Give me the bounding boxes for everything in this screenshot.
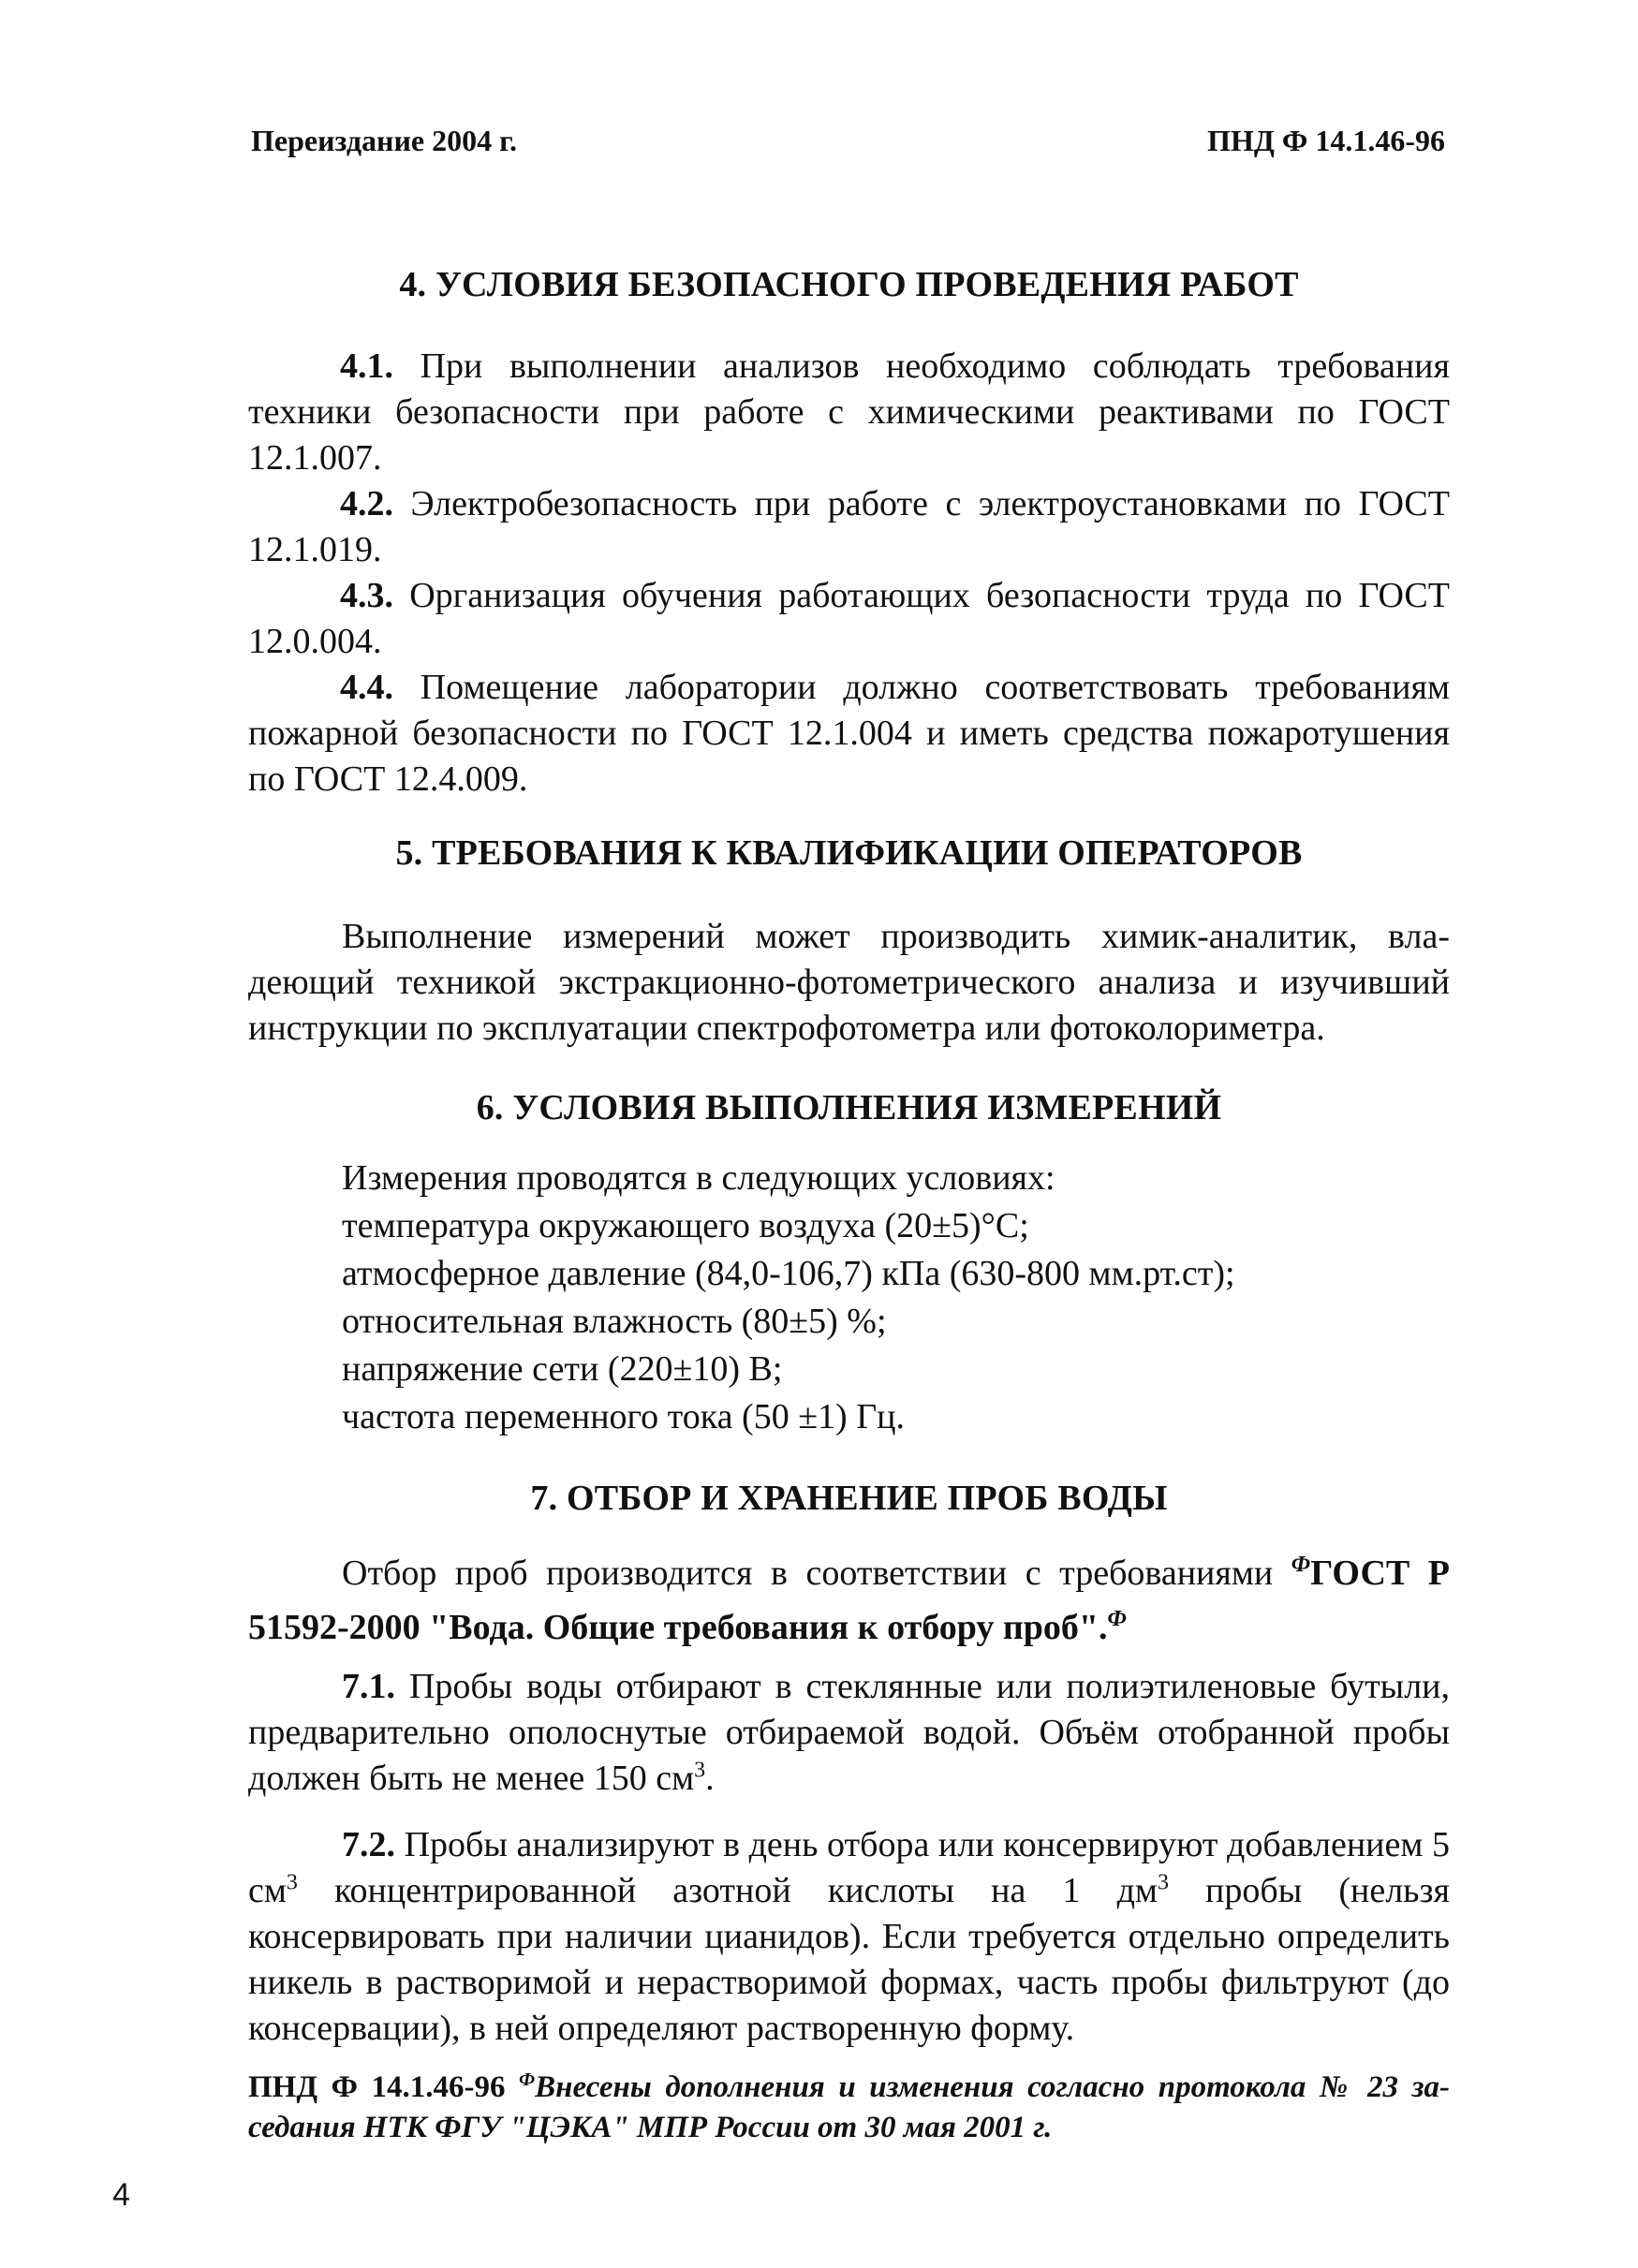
clause-7-1 <box>248 1664 1450 1802</box>
footnote-code: ПНД Ф 14.1.46-96 <box>248 2070 520 2104</box>
condition-temperature: температура окружающего воздуха (20±5)°С; <box>342 1206 1029 1245</box>
amendment-mark-icon: Ф <box>1291 1553 1311 1577</box>
condition-pressure: атмосферное давление (84,0-106,7) кПа (630-800 мм.рт.ст); <box>342 1254 1235 1293</box>
conditions-intro: Измерения проводятся в следующих условиях: <box>342 1158 1055 1198</box>
conditions-list <box>342 1156 1450 1440</box>
clause-text: При выполнении анализов необходимо соблюдать требования техники безопасности при работе с химическими реактивами по ГОСТ 12.1.007. <box>248 346 1450 478</box>
header-edition: Переиздание 2004 г. <box>251 124 517 157</box>
clause-text: концентрированной азотной кислоты на 1 дм <box>297 1871 1158 1910</box>
footnote <box>248 2060 1450 2148</box>
clause-text-end: . <box>705 1759 715 1798</box>
gost-reference: ГОСТ Р 51592-2000 "Вода. Общие требования к отбору проб". <box>248 1554 1450 1647</box>
clause-number: 7.2. <box>342 1825 395 1864</box>
header-document-code: ПНД Ф 14.1.46-96 <box>1207 124 1445 157</box>
section-4-title: 4. УСЛОВИЯ БЕЗОПАСНОГО ПРОВЕДЕНИЯ РАБОТ <box>399 265 1299 304</box>
superscript: 3 <box>286 1870 298 1895</box>
page-number: 4 <box>112 2177 130 2213</box>
clause-4-1 <box>248 344 1450 481</box>
clause-number: 4.3. <box>340 576 393 615</box>
clause-number: 4.1. <box>340 346 393 386</box>
section-7-title: 7. ОТБОР И ХРАНЕНИЕ ПРОБ ВОДЫ <box>530 1479 1168 1518</box>
section-5-title: 5. ТРЕБОВАНИЯ К КВАЛИФИКАЦИИ ОПЕРАТОРОВ <box>395 833 1303 873</box>
clause-4-3 <box>248 573 1450 665</box>
clause-text: Организация обучения работающих безопасности труда по ГОСТ 12.0.004. <box>248 576 1450 661</box>
clause-text: Пробы воды отбирают в стеклянные или полиэтиленовые бутыли, предварительно ополоснутые отбираемой водой. Объём отобранной пробы должен быть не менее 150 см <box>248 1667 1450 1798</box>
condition-humidity: относительная влажность (80±5) %; <box>342 1302 887 1341</box>
amendment-mark-icon: Ф <box>1107 1607 1127 1631</box>
clause-text: Электробезопасность при работе с электроустановками по ГОСТ 12.1.019. <box>248 484 1450 569</box>
section-7-intro <box>248 1542 1450 1651</box>
superscript: 3 <box>694 1758 706 1783</box>
clause-number: 7.1. <box>342 1667 395 1706</box>
condition-frequency: частота переменного тока (50 ±1) Гц. <box>342 1397 906 1436</box>
clause-text: Помещение лаборатории должно соответствовать требованиям пожарной безопасности по ГОСТ 12.1.004 и иметь средства пожаротушения по ГОСТ 12.4.009. <box>248 668 1450 799</box>
page-content <box>248 262 1450 2052</box>
clause-text: Пробы анализируют в день отбора или консервируют добавлением 5 см <box>248 1825 1450 1910</box>
clause-7-2 <box>248 1822 1450 2052</box>
amendment-mark-icon: Ф <box>519 2069 536 2090</box>
clause-number: 4.2. <box>340 484 393 523</box>
section-5-text: Выполнение измерений может производить химик-аналитик, владеющий техникой экстракционно-фотометрического анализа и изучивший инструкции по эксплуатации спектрофотометра или фотоколориметра. <box>248 917 1450 1048</box>
intro-text: Отбор проб производится в соответствии с требованиями <box>342 1554 1291 1593</box>
clause-text: пробы (нельзя консервировать при наличии цианидов). Если требуется отдельно определить никель в растворимой и нерастворимой формах, часть пробы фильтруют (до консервации), в ней определяют растворенную форму. <box>248 1871 1450 2048</box>
condition-voltage: напряжение сети (220±10) В; <box>342 1349 783 1389</box>
clause-4-2 <box>248 481 1450 573</box>
footnote-text: Внесены дополнения и изменения согласно протокола № 23 заседания НТК ФГУ "ЦЭКА" МПР России от 30 мая 2001 г. <box>248 2070 1451 2144</box>
superscript: 3 <box>1157 1870 1169 1895</box>
clause-4-4 <box>248 665 1450 803</box>
section-6-title: 6. УСЛОВИЯ ВЫПОЛНЕНИЯ ИЗМЕРЕНИЙ <box>476 1088 1222 1127</box>
clause-number: 4.4. <box>340 668 393 707</box>
